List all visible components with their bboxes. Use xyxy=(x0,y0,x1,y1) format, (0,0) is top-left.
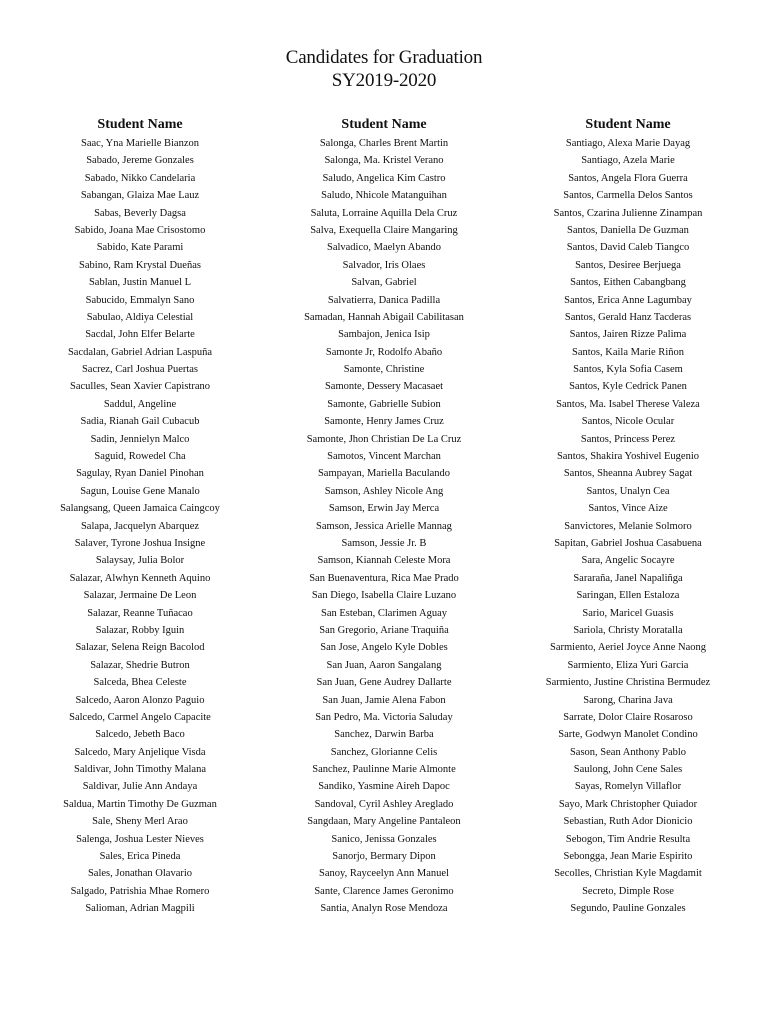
student-name: Sanchez, Glorianne Celis xyxy=(330,746,438,758)
column-header: Student Name xyxy=(97,117,183,132)
student-name: Santos, Kaila Marie Riñon xyxy=(572,346,684,358)
student-name: Secolles, Christian Kyle Magdamit xyxy=(554,868,702,880)
student-name: Sandiko, Yasmine Aireh Dapoc xyxy=(318,781,450,793)
student-name: Saac, Yna Marielle Bianzon xyxy=(81,138,199,149)
student-name: Sabulao, Aldiya Celestial xyxy=(86,311,194,323)
page-title xyxy=(0,46,768,92)
student-name: Sara, Angelic Socayre xyxy=(581,555,675,567)
student-name: Sayas, Romelyn Villaflor xyxy=(574,781,682,793)
student-name: Sales, Jonathan Olavario xyxy=(87,868,193,880)
student-name: Sante, Clarence James Geronimo xyxy=(314,885,454,897)
student-name: Sanoy, Rayceelyn Ann Manuel xyxy=(319,868,449,880)
student-name: Salazar, Reanne Tuñacao xyxy=(87,607,193,619)
student-name: Sason, Sean Anthony Pablo xyxy=(569,746,687,758)
student-name: Saguid, Rowedel Cha xyxy=(94,451,186,463)
student-name: Santos, Angela Flora Guerra xyxy=(568,172,688,184)
student-name: Sadia, Rianah Gail Cubacub xyxy=(80,416,200,428)
student-name: Saluta, Lorraine Aquilla Dela Cruz xyxy=(310,207,458,219)
student-name: Sampayan, Mariella Baculando xyxy=(317,468,451,480)
student-name: San Juan, Aaron Sangalang xyxy=(326,659,442,671)
student-name: Santos, Erica Anne Lagumbay xyxy=(564,294,692,306)
student-name: Samonte Jr, Rodolfo Abaño xyxy=(325,346,443,358)
student-name: Salazar, Shedrie Butron xyxy=(90,659,190,671)
student-name: Salcedo, Aaron Alonzo Paguio xyxy=(75,694,205,706)
student-name: Sabangan, Glaiza Mae Lauz xyxy=(80,190,200,202)
student-name: Sangdaan, Mary Angeline Pantaleon xyxy=(307,816,461,828)
student-name: Sandoval, Cyril Ashley Areglado xyxy=(314,798,454,810)
student-name: Sabido, Kate Parami xyxy=(96,242,184,254)
student-name: Salcedo, Carmel Angelo Capacite xyxy=(69,711,211,723)
student-name: Santos, Vince Aize xyxy=(588,503,668,515)
student-name: Salazar, Robby Iguin xyxy=(95,624,185,636)
student-name: Sanchez, Darwin Barba xyxy=(334,729,434,741)
student-name: Santos, Ma. Isabel Therese Valeza xyxy=(556,398,700,410)
student-name: Sarte, Godwyn Manolet Condino xyxy=(558,729,698,741)
title-line-1: Candidates for Graduation xyxy=(285,47,483,68)
student-name: Sanvictores, Melanie Solmoro xyxy=(564,520,692,532)
student-name: Sacdal, John Elfer Belarte xyxy=(85,329,195,341)
student-name: Santia, Analyn Rose Mendoza xyxy=(320,903,448,915)
student-name: Salvan, Gabriel xyxy=(351,277,417,289)
column-1 xyxy=(15,116,265,918)
student-name: San Juan, Jamie Alena Fabon xyxy=(322,694,446,706)
student-name: Saludo, Angelica Kim Castro xyxy=(322,172,446,184)
student-name: Sacrez, Carl Joshua Puertas xyxy=(81,364,199,376)
student-name: Sebogon, Tim Andrie Resulta xyxy=(565,833,691,845)
student-name: Saculles, Sean Xavier Capistrano xyxy=(70,381,210,393)
student-name: San Pedro, Ma. Victoria Saluday xyxy=(315,711,453,723)
student-name: Samonte, Jhon Christian De La Cruz xyxy=(306,433,462,445)
student-name: San Juan, Gene Audrey Dallarte xyxy=(316,677,452,689)
column-header: Student Name xyxy=(585,117,671,132)
student-name: Sebongga, Jean Marie Espirito xyxy=(563,851,693,863)
title-line-2: SY2019-2020 xyxy=(331,70,437,91)
student-name: Sarong, Charina Java xyxy=(583,694,673,706)
student-name: Saringan, Ellen Estaloza xyxy=(576,590,680,602)
student-name: Sarmiento, Justine Christina Bermudez xyxy=(545,677,711,689)
student-name: Sadin, Jennielyn Malco xyxy=(90,433,190,445)
student-name: Sarmiento, Eliza Yuri Garcia xyxy=(567,659,689,671)
student-name: Salva, Exequella Claire Mangaring xyxy=(310,224,458,236)
student-name: Santiago, Alexa Marie Dayag xyxy=(565,138,691,149)
student-name: Sanchez, Paulinne Marie Almonte xyxy=(312,764,456,776)
student-name: Sayo, Mark Christopher Quiador xyxy=(558,798,698,810)
student-name: Sambajon, Jenica Isip xyxy=(338,329,430,341)
column-3 xyxy=(503,116,753,918)
student-name: Sabido, Joana Mae Crisostomo xyxy=(74,224,206,236)
student-name: Sabucido, Emmalyn Sano xyxy=(85,294,195,306)
name-list xyxy=(503,135,753,918)
student-name: Sagun, Louise Gene Manalo xyxy=(80,485,200,497)
student-name: Santiago, Azela Marie xyxy=(581,155,675,167)
student-name: Salazar, Alwhyn Kenneth Aquino xyxy=(69,572,211,584)
student-name: Salvador, Iris Olaes xyxy=(342,259,426,271)
student-name: Salaver, Tyrone Joshua Insigne xyxy=(74,537,206,549)
student-name: Santos, David Caleb Tiangco xyxy=(566,242,690,254)
student-name: San Diego, Isabella Claire Luzano xyxy=(311,590,457,602)
student-name: Saldua, Martin Timothy De Guzman xyxy=(63,798,217,810)
student-name: Salazar, Jermaine De Leon xyxy=(83,590,197,602)
student-name: San Buenaventura, Rica Mae Prado xyxy=(309,572,459,584)
student-name: Salceda, Bhea Celeste xyxy=(93,677,187,689)
student-name: Santos, Kyla Sofia Casem xyxy=(573,364,683,376)
student-name: Salgado, Patrishia Mhae Romero xyxy=(70,885,210,897)
student-name: Sagulay, Ryan Daniel Pinohan xyxy=(76,468,204,480)
student-name: Saldivar, Julie Ann Andaya xyxy=(82,781,198,793)
student-name: Salioman, Adrian Magpili xyxy=(85,903,195,915)
student-name: Samonte, Dessery Macasaet xyxy=(324,381,444,393)
student-name: Saulong, John Cene Sales xyxy=(573,764,683,776)
student-name: Sabado, Jereme Gonzales xyxy=(86,155,194,167)
student-name: Santos, Princess Perez xyxy=(580,433,676,445)
student-name: Sebastian, Ruth Ador Dionicio xyxy=(563,816,693,828)
student-name: Sapitan, Gabriel Joshua Casabuena xyxy=(554,537,702,549)
student-name: San Jose, Angelo Kyle Dobles xyxy=(320,642,448,654)
student-name: Saldivar, John Timothy Malana xyxy=(74,764,206,776)
student-name: Salenga, Joshua Lester Nieves xyxy=(76,833,204,845)
student-name: Salaysay, Julia Bolor xyxy=(95,555,185,567)
student-name: Secreto, Dimple Rose xyxy=(582,885,674,897)
student-name: Samson, Jessica Arielle Mannag xyxy=(316,520,452,532)
student-name: Santos, Unalyn Cea xyxy=(586,485,670,497)
student-name: Sario, Maricel Guasis xyxy=(582,607,674,619)
student-name: Salcedo, Mary Anjelique Visda xyxy=(74,746,206,758)
student-name: Samonte, Christine xyxy=(343,364,425,376)
student-name: San Esteban, Clarimen Aguay xyxy=(321,607,447,619)
student-name: Salvadico, Maelyn Abando xyxy=(326,242,442,254)
student-name: Santos, Eithen Cabangbang xyxy=(570,277,686,289)
student-name: Samonte, Henry James Cruz xyxy=(324,416,444,428)
student-name: Sacdalan, Gabriel Adrian Laspuña xyxy=(67,346,213,358)
student-name: Sariola, Christy Moratalla xyxy=(573,624,683,636)
student-name: Santos, Gerald Hanz Tacderas xyxy=(564,311,692,323)
student-name: Sabas, Beverly Dagsa xyxy=(94,207,186,219)
column-2 xyxy=(259,116,509,918)
name-list xyxy=(15,135,265,918)
student-name: Salapa, Jacquelyn Abarquez xyxy=(80,520,200,532)
student-name: Santos, Desiree Berjuega xyxy=(575,259,681,271)
student-name: Sararaña, Janel Napaliñga xyxy=(573,572,683,584)
student-name: Segundo, Pauline Gonzales xyxy=(570,903,686,915)
student-name: Santos, Czarina Julienne Zinampan xyxy=(553,207,703,219)
student-name: Salonga, Charles Brent Martin xyxy=(319,138,449,149)
student-name: Saludo, Nhicole Matanguihan xyxy=(321,190,447,202)
column-header: Student Name xyxy=(341,117,427,132)
student-name: Samonte, Gabrielle Subion xyxy=(327,398,441,410)
student-name: Santos, Kyle Cedrick Panen xyxy=(569,381,687,393)
student-name: Sarmiento, Aeriel Joyce Anne Naong xyxy=(549,642,706,654)
student-name: Samotos, Vincent Marchan xyxy=(327,451,441,463)
student-name: Sanico, Jenissa Gonzales xyxy=(331,833,437,845)
student-name: Salonga, Ma. Kristel Verano xyxy=(324,155,444,167)
student-name: San Gregorio, Ariane Traquiña xyxy=(319,624,449,636)
student-name: Santos, Shakira Yoshivel Eugenio xyxy=(556,451,700,463)
student-name: Samson, Ashley Nicole Ang xyxy=(324,485,444,497)
name-list xyxy=(259,135,509,918)
student-name: Santos, Carmella Delos Santos xyxy=(563,190,693,202)
student-name: Sales, Erica Pineda xyxy=(99,851,181,863)
student-name: Sale, Sheny Merl Arao xyxy=(92,816,188,828)
student-name: Santos, Jairen Rizze Palima xyxy=(569,329,687,341)
student-name: Salcedo, Jebeth Baco xyxy=(95,729,185,741)
student-name: Sabado, Nikko Candelaria xyxy=(84,172,196,184)
student-name: Samadan, Hannah Abigail Cabilitasan xyxy=(304,311,464,323)
student-name: Santos, Nicole Ocular xyxy=(581,416,675,428)
student-name: Santos, Daniella De Guzman xyxy=(567,224,689,236)
student-name: Santos, Sheanna Aubrey Sagat xyxy=(563,468,693,480)
student-name: Samson, Erwin Jay Merca xyxy=(328,503,440,515)
student-name: Samson, Kiannah Celeste Mora xyxy=(317,555,451,567)
student-name: Salazar, Selena Reign Bacolod xyxy=(75,642,205,654)
student-name: Sablan, Justin Manuel L xyxy=(88,277,192,289)
student-name: Sabino, Ram Krystal Dueñas xyxy=(79,259,201,271)
student-name: Samson, Jessie Jr. B xyxy=(341,537,427,549)
student-name: Salangsang, Queen Jamaica Caingcoy xyxy=(60,503,220,515)
student-name: Sarrate, Dolor Claire Rosaroso xyxy=(563,711,693,723)
student-name: Saddul, Angeline xyxy=(103,398,177,410)
student-name: Salvatierra, Danica Padilla xyxy=(327,294,441,306)
student-name: Sanorjo, Bermary Dipon xyxy=(332,851,436,863)
